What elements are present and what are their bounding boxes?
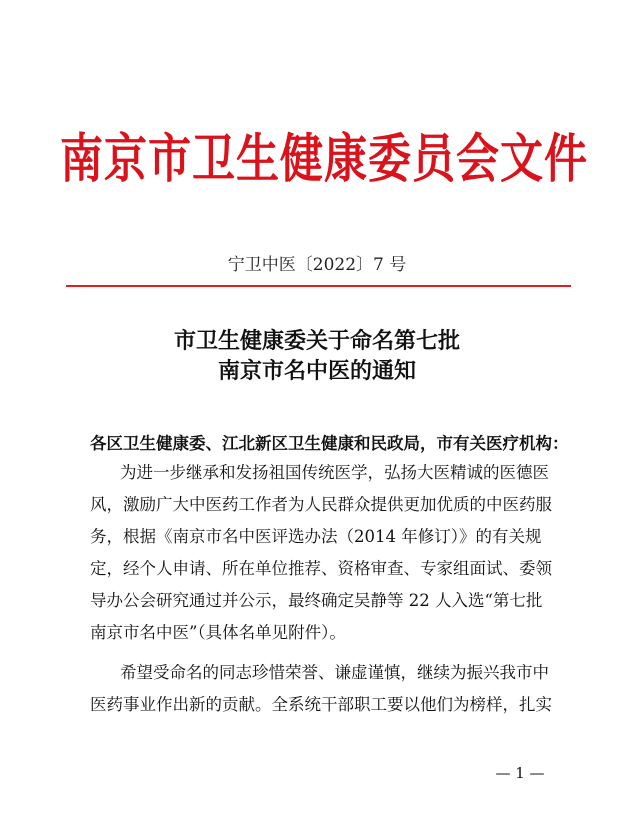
paragraph-1-line-3: 务，根据《南京市名中医评选办法（2014 年修订）》的有关规	[90, 527, 542, 546]
addressee-line: 各区卫生健康委、江北新区卫生健康和民政局，市有关医疗机构：	[90, 434, 569, 453]
paragraph-1-line-6: 南京市名中医”（具体名单见附件）。	[90, 623, 346, 642]
paragraph-1-line-2: 风，激励广大中医药工作者为人民群众提供更加优质的中医药服	[90, 495, 552, 514]
issuing-authority-header: 南京市卫生健康委员会文件	[60, 128, 588, 190]
notice-title	[60, 326, 574, 386]
paragraph-1-line-1: 为进一步继承和发扬祖国传统医学，弘扬大医精诚的医德医	[120, 463, 549, 482]
paragraph-1-line-4: 定，经个人申请、所在单位推荐、资格审查、专家组面试、委领	[90, 559, 552, 578]
page-number: — 1 —	[495, 764, 545, 782]
paragraph-1-line-5: 导办公会研究通过并公示，最终确定吴静等 22 人入选“第七批	[90, 591, 543, 610]
paragraph-2-line-1: 希望受命名的同志珍惜荣誉、谦虚谨慎，继续为振兴我市中	[120, 663, 549, 682]
red-divider-line	[66, 285, 571, 287]
notice-title-line-2: 南京市名中医的通知	[217, 358, 416, 384]
document-number: 宁卫中医〔2022〕7 号	[227, 255, 407, 275]
notice-title-line-1: 市卫生健康委关于命名第七批	[173, 328, 460, 354]
paragraph-2-line-2: 医药事业作出新的贡献。全系统干部职工要以他们为榜样，扎实	[90, 695, 552, 714]
